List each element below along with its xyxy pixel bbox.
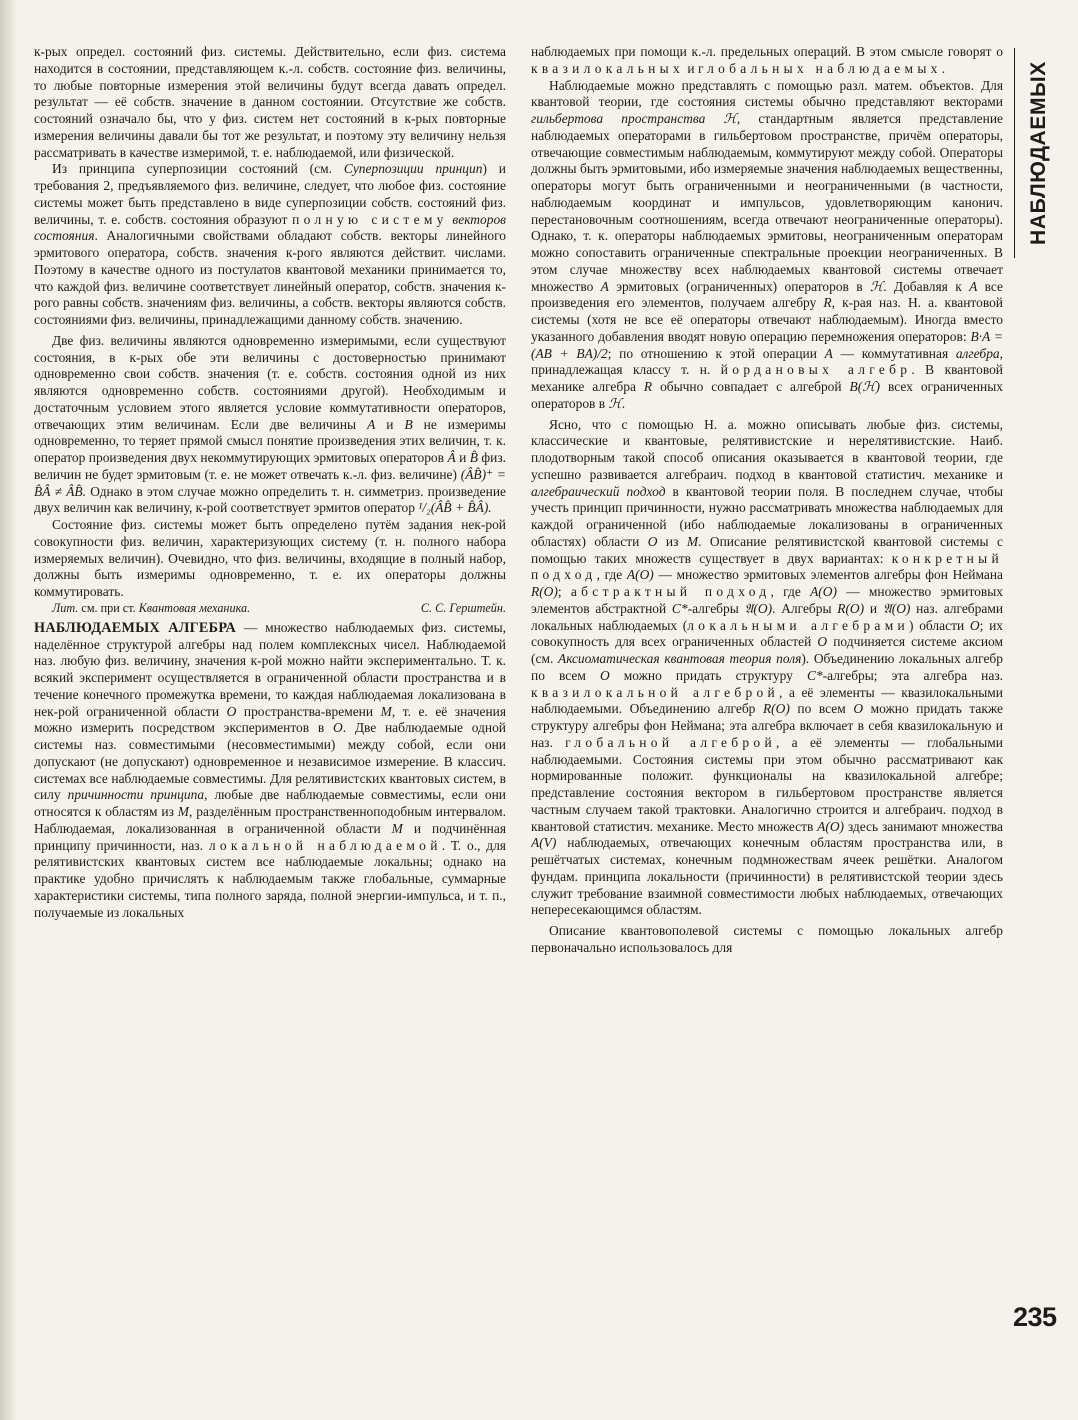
- paragraph: к-рых определ. состояний физ. системы. Действительно, если физ. система находится в состоянии, представляющем к.-л. собств. состояние физ. величины, то любые повторные измерения этой величины будут всегда давать определ. результат — её собств. значение в данном состоянии. Отсутствие же собств. состояний означало бы, что у физ. систем нет состояний в к-рых повторные измерения величины давали бы тот же результат, и поэтому эту величину нельзя рассматривать в качестве измеримой, т. е. наблюдаемой, или физической.: [34, 44, 506, 160]
- formula: (ÂB̂)⁺ = B̂Â ≠ ÂB̂.: [34, 466, 506, 499]
- spaced-term: квазилокальной алгеброй: [531, 684, 780, 700]
- formula: B·A = (AB + BA)/2: [531, 328, 1003, 361]
- page-number: 235: [1013, 1302, 1057, 1332]
- author-signature: С. С. Герштейн.: [420, 600, 506, 615]
- paragraph: Две физ. величины являются одновременно измеримыми, если существуют состояния, в к-рых обе эти величины с достоверностью принимают одновременно свои собств. значения (т. е. собств. состояния одной из них являются одновременно собств. состояниями другой). Необходимым и достаточным условием этого является условие коммутативности операторов, отвечающих этим величинам. Если две величины A и B не измеримы одновременно, то теряет прямой смысл понятие произведения этих величин, т. к. оператор произведения двух некоммутирующих эрмитовых операторов Â и B̂ физ. величин не будет эрмитовым (т. е. не может отвечать к.-л. физ. величине) (ÂB̂)⁺ = B̂Â ≠ ÂB̂. Однако в этом случае можно определить т. н. симметриз. произведение двух величин как величину, к-рой соответствует эрмитов оператор ¹/₂(ÂB̂ + B̂Â).: [34, 332, 506, 516]
- spaced-term: локальной наблюдаемой: [208, 837, 442, 853]
- paragraph: Описание квантовополевой системы с помощью локальных алгебр первоначально использовалось для: [531, 923, 1003, 955]
- article-headword: НАБЛЮДАЕМЫХ АЛГЕБРА: [34, 619, 237, 636]
- spaced-term: глобальной алгеброй: [565, 734, 776, 750]
- spaced-term: локальными алгебрами: [687, 617, 909, 633]
- article-paragraph: НАБЛЮДАЕМЫХ АЛГЕБРА — множество наблюдаемых физ. системы, наделённое структурой алгебры над полем комплексных чисел. Наблюдаемой наз. любую физ. величину, значения к-рой можно найти экспериментально. Т. к. всякий эксперимент осуществляется в ограниченной области пространства и в течение конечного промежутка времени, то каждая наблюдаемая локализована в нек-рой ограниченной области O пространства-времени M, т. е. её значения можно измерить посредством экспериментов в O. Две наблюдаемые одной системы наз. совместимыми (несовместимыми) между собой, если они допускают (не допускают) одновременное и независимое измерение. В классич. системах все наблюдаемые совместимы. Для релятивистских квантовых систем, в силу причинности принципа, любые две наблюдаемые совместимы, если они относятся к областям из M, разделённым пространственноподобным интервалом. Наблюдаемая, локализованная в ограниченной области M и подчинённая принципу причинности, наз. локальной наблюдаемой. Т. о., для релятивистских квантовых систем все наблюдаемые локальны; однако на практике удобно причислять к наблюдаемым также глобальные, суммарные характеристики системы, типа полного заряда, полной энергии-импульса, и т. п., получаемые из локальных: [34, 619, 506, 920]
- spaced-term: конкретный подход: [531, 550, 1003, 583]
- cross-reference: гильбертова пространства ℋ: [531, 111, 737, 126]
- paragraph: наблюдаемых при помощи к.-л. предельных операций. В этом смысле говорят о квазилокальных и глобальных наблюдаемых.: [531, 44, 1003, 76]
- running-head-label: НАБЛЮДАЕМЫХ: [1027, 61, 1050, 245]
- paragraph: Ясно, что с помощью Н. а. можно описывать любые физ. системы, классические и квантовые, релятивистские и нерелятивистские. Наиб. плодотворным такой способ описания оказывается в квантовой теории, где успешно развивается алгебраич. подход в квантовой статистич. механике и алгебраический подход в квантовой теории поля. В последнем случае, чтобы учесть принцип причинности, нужно рассматривать множества наблюдаемых для каждой ограниченной (ибо наблюдаемые локализованы в ограниченных областях) области O из M. Описание релятивистской квантовой системы с помощью таких множеств существует в двух вариантах: конкретный подход, где A(O) — множество эрмитовых элементов алгебры фон Неймана R(O); абстрактный подход, где A(O) — множество эрмитовых элементов абстрактной C*-алгебры 𝔄(O). Алгебры R(O) и 𝔄(O) наз. алгебрами локальных наблюдаемых (локальными алгебрами) области O; их совокупность для всех ограниченных областей O подчиняется системе аксиом (см. Аксиоматическая квантовая теория поля). Объединению локальных алгебр по всем O можно придать структуру C*-алгебры; эта алгебра наз. квазилокальной алгеброй, а её элементы — квазилокальными наблюдаемыми. Объединению алгебр R(O) по всем O можно придать также структуру алгебры фон Неймана; эта алгебра включает в себя квазилокальную и наз. глобальной алгеброй, а её элементы — глобальными наблюдаемыми. Состояния системы при этом обычно рассматривают как нормированные положит. функционалы на квазилокальной алгебре; представление состояния вектором в гильбертовом пространстве является частным случаем такой трактовки. Аналогично строится и алгебраич. подход в квантовой статистич. механике. Место множеств A(O) здесь занимают множества A(V) наблюдаемых, отвечающих конечным областям пространства или, в решётчатых системах, конечным подмножествам ячеек решётки. Аналогом фундам. принципа локальности (причинности) в релятивистской теории здесь служит требование взаимной совместимости любых наблюдаемых, отвечающих непересекающимся областям.: [531, 416, 1003, 918]
- left-column: [34, 44, 506, 921]
- literature-note: Лит. см. при ст. Квантовая механика. С. С. Герштейн.: [52, 600, 506, 615]
- cross-reference: алгебра: [955, 345, 1000, 361]
- formula: ¹/₂(ÂB̂ + B̂Â).: [418, 500, 492, 516]
- cross-reference: причинности принципа: [67, 787, 205, 803]
- running-head: [1014, 48, 1063, 258]
- cross-reference: алгебраический подход: [531, 483, 666, 499]
- paragraph: Состояние физ. системы может быть определено путём задания нек-рой совокупности физ. величин, характеризующих систему (т. н. полного набора измеряемых величин). Очевидно, что физ. величины, входящие в полный набор, должны быть измеримы одновременно, т. е. их операторы должны коммутировать.: [34, 517, 506, 599]
- spaced-term: йордановых алгебр: [720, 362, 912, 378]
- paragraph: Наблюдаемые можно представлять с помощью разл. матем. объектов. Для квантовой теории, где состояния системы обычно представляют векторами гильбертова пространства ℋ, стандартным является представление наблюдаемых операторами в гильбертовом пространстве, причём операторы, отвечающие совместимым наблюдаемым, коммутируют между собой. Операторы должны быть эрмитовыми, ибо измеряемые значения наблюдаемых вещественны, операторы могут быть ограниченными и неограниченными (в частности, наблюдаемым координат и импульсов, удовлетворяющим канонич. перестановочным соотношениям, всегда отвечают неограниченные операторы). Однако, т. к. операторы наблюдаемых эрмитовы, неограниченным операторам можно сопоставить ограниченные спектральные проекции неограниченных. В этом случае множеству всех наблюдаемых квантовой системы отвечает множество A эрмитовых (ограниченных) операторов в ℋ. Добавляя к A все произведения его элементов, получаем алгебру R, к-рая наз. Н. а. квантовой системы (хотя не все её операторы отвечают наблюдаемым). Иногда вместо указанного добавления вводят новую операцию перемножения операторов: B·A = (AB + BA)/2; по отношению к этой операции A — коммутативная алгебра, принадлежащая классу т. н. йордановых алгебр. В квантовой механике алгебра R обычно совпадает с алгеброй B(ℋ) всех ограниченных операторов в ℋ.: [531, 77, 1003, 411]
- scan-edge-shadow: [0, 0, 18, 1420]
- spaced-term: абстрактный подход: [570, 584, 771, 599]
- cross-reference: векторов состояния: [34, 211, 506, 244]
- cross-reference: Суперпозиции принцип: [343, 161, 483, 177]
- spaced-term: глобальных наблюдаемых: [697, 60, 942, 76]
- right-column: [531, 44, 1003, 957]
- spaced-term: полную систему: [292, 211, 448, 227]
- paragraph: Из принципа суперпозиции состояний (см. Суперпозиции принцип) и требования 2, предъявляемого физ. величине, следует, что любое физ. состояние системы может быть представлено в виде суперпозиции собств. состояний физ. величины, т. е. собств. состояния образуют полную систему векторов состояния. Аналогичными свойствами обладают собств. векторы линейного эрмитового оператора, собств. значения к-рого являются действит. числами. Поэтому в качестве одного из постулатов квантовой механики принимается то, что каждой физ. величине соответствует линейный оператор, собств. значения к-рого равны собств. значениям физ. величины, а собств. векторы являются собств. состояниями физ. величины, принадлежащими данному собств. значению.: [34, 161, 506, 327]
- cross-reference: Аксиоматическая квантовая теория поля: [557, 651, 802, 666]
- spaced-term: квазилокальных: [531, 60, 685, 76]
